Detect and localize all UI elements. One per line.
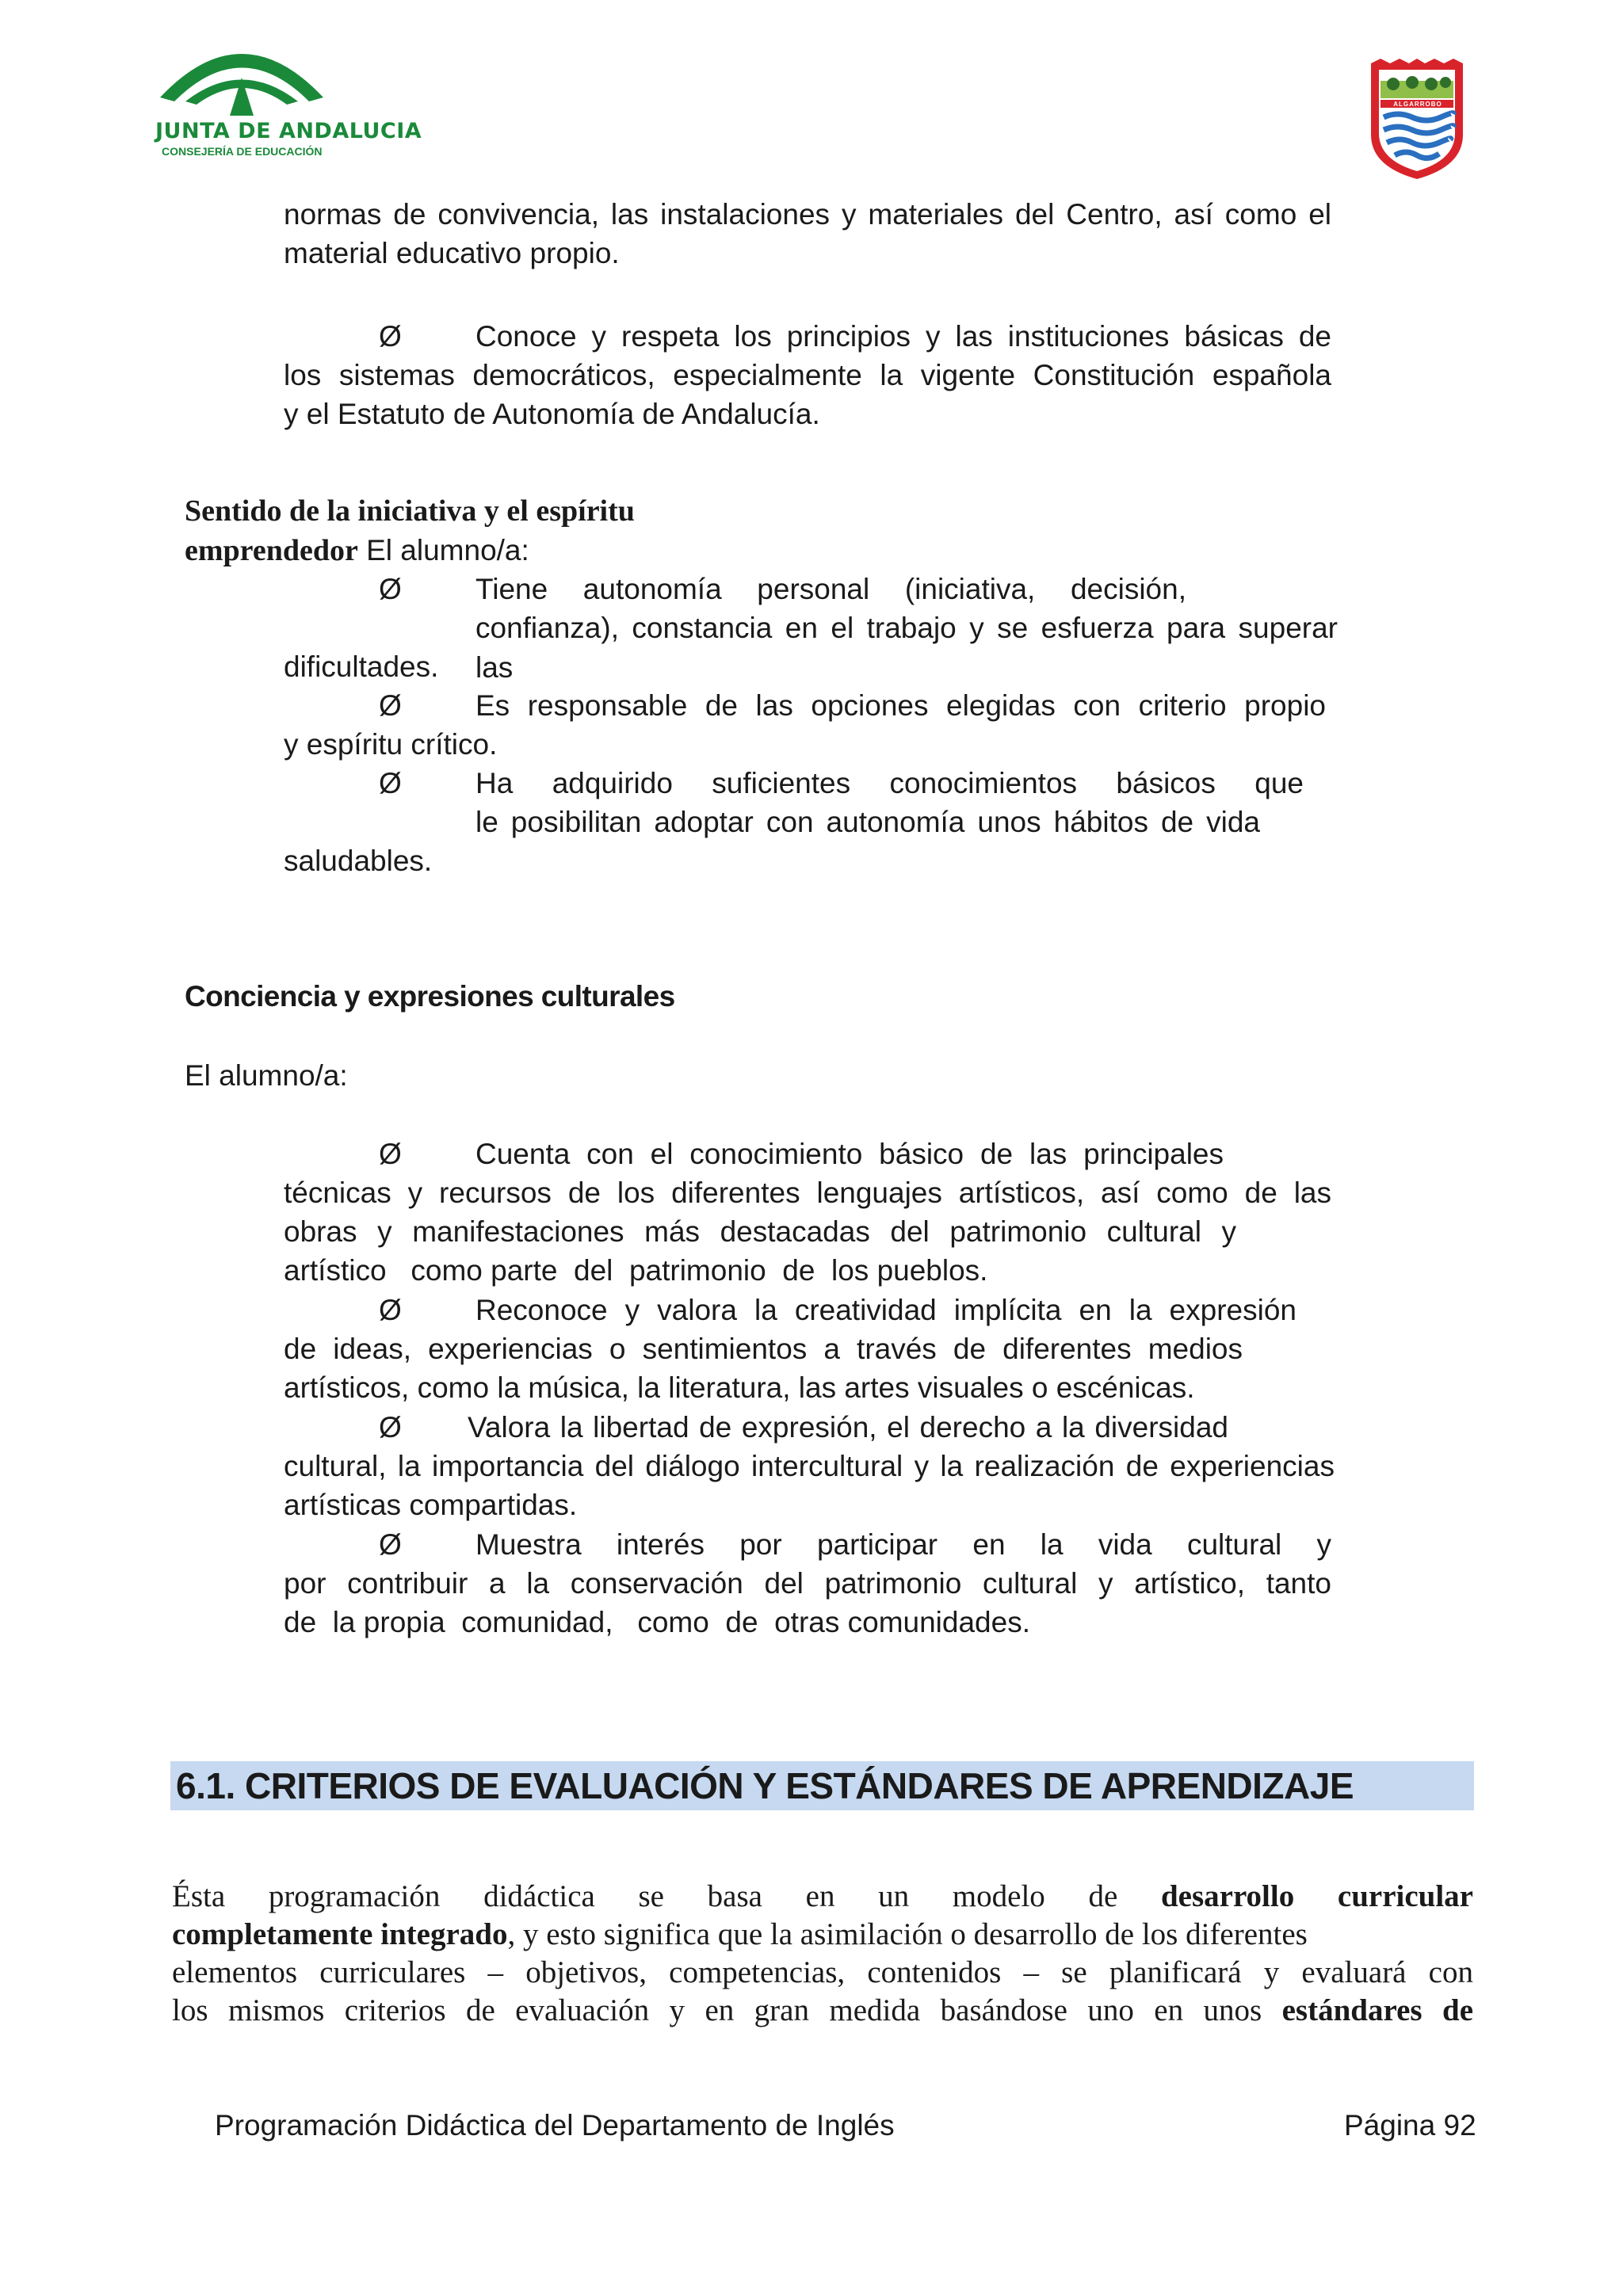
bullet-text-line: Valora la libertad de expresión, el derecho a la diversidad	[468, 1411, 1228, 1444]
body-text: los mismos criterios de evaluación y en gran medida basándose uno en unos	[172, 1993, 1282, 2027]
bullet-text-line: le posibilitan adoptar con autonomía unos hábitos de vida	[475, 806, 1260, 838]
bullet-text-line: confianza), constancia en el trabajo y se esfuerza para superar las	[475, 612, 1338, 684]
body-line	[172, 1916, 1473, 1954]
body-line: elementos curriculares – objetivos, competencias, contenidos – se planificará y evaluará con	[172, 1955, 1473, 1989]
intro-label: El alumno/a:	[185, 1059, 348, 1092]
bullet-marker: Ø	[379, 1138, 402, 1170]
bullet-text-line: Tiene autonomía personal (iniciativa, decisión,	[475, 573, 1186, 605]
bullet-text-line: de la propia comunidad, como de otras comunidades.	[284, 1606, 1030, 1638]
bullet-text-line: Cuenta con el conocimiento básico de las principales	[475, 1138, 1224, 1170]
bullet-marker: Ø	[379, 1411, 402, 1444]
section-subtitle: Sentido de la iniciativa y el espíritu	[185, 494, 635, 528]
bullet-marker: Ø	[379, 573, 402, 605]
section-subtitle-word: emprendedor	[185, 534, 358, 567]
coat-of-arms-banner: ALGARROBO	[1393, 101, 1442, 108]
bullet-text-line: saludables.	[284, 845, 433, 877]
body-bold-text: estándares de	[1281, 1993, 1474, 2027]
school-coat-of-arms	[1366, 55, 1468, 182]
coat-of-arms-icon	[1366, 55, 1468, 182]
body-bold-text: desarrollo curricular	[1160, 1879, 1473, 1913]
section-heading: 6.1. CRITERIOS DE EVALUACIÓN Y ESTÁNDARES DE APRENDIZAJE	[176, 1765, 1354, 1806]
paragraph-line: normas de convivencia, las instalaciones y materiales del Centro, así como el	[284, 198, 1331, 231]
junta-andalucia-name: JUNTA DE ANDALUCIA	[155, 119, 422, 143]
bullet-text-line: los sistemas democráticos, especialmente la vigente Constitución española	[284, 359, 1331, 391]
section-subtitle-line	[185, 531, 529, 571]
bullet-text-line: por contribuir a la conservación del patrimonio cultural y artístico, tanto	[284, 1567, 1331, 1600]
bullet-marker: Ø	[379, 689, 402, 722]
bullet-text-line: y el Estatuto de Autonomía de Andalucía.	[284, 398, 820, 430]
bullet-marker: Ø	[379, 1528, 402, 1561]
bullet-marker: Ø	[379, 767, 402, 799]
bullet-text-line: Muestra interés por participar en la vida cultural y	[475, 1528, 1331, 1561]
bullet-text-line: artísticos, como la música, la literatura, las artes visuales o escénicas.	[284, 1371, 1195, 1404]
bullet-text-line: Es responsable de las opciones elegidas con criterio propio	[475, 689, 1326, 722]
bullet-text-line: Conoce y respeta los principios y las instituciones básicas de	[475, 320, 1331, 353]
bullet-text-line: de ideas, experiencias o sentimientos a través de diferentes medios	[284, 1333, 1243, 1365]
section-subtitle: Conciencia y expresiones culturales	[185, 980, 675, 1013]
bullet-text-line: dificultades.	[284, 650, 439, 683]
consejeria-educacion-label: CONSEJERÍA DE EDUCACIÓN	[162, 145, 323, 158]
intro-label: El alumno/a:	[357, 534, 529, 566]
body-text: , y esto significa que la asimilación o desarrollo de los diferentes	[507, 1917, 1308, 1951]
bullet-text-line: Ha adquirido suficientes conocimientos básicos que	[475, 767, 1304, 799]
bullet-marker: Ø	[379, 320, 402, 353]
body-bold-text: completamente integrado	[172, 1917, 508, 1951]
body-line	[172, 1878, 1473, 1916]
bullet-text-line: técnicas y recursos de los diferentes lenguajes artísticos, así como de las	[284, 1177, 1331, 1209]
bullet-text-line: obras y manifestaciones más destacadas del patrimonio cultural y	[284, 1215, 1236, 1248]
bullet-text-line: y espíritu crítico.	[284, 728, 498, 761]
footer-document-title: Programación Didáctica del Departamento de Inglés	[215, 2109, 895, 2142]
paragraph-line: material educativo propio.	[284, 237, 620, 269]
bullet-marker: Ø	[379, 1294, 402, 1326]
junta-andalucia-logo	[151, 22, 422, 161]
body-text: Ésta programación didáctica se basa en un modelo de	[172, 1879, 1161, 1913]
body-line	[172, 1992, 1473, 2030]
bullet-text-line: Reconoce y valora la creatividad implícita en la expresión	[475, 1294, 1296, 1326]
bullet-text-line: artísticas compartidas.	[284, 1489, 578, 1521]
footer-page-number: Página 92	[1344, 2109, 1476, 2142]
bullet-text-line: cultural, la importancia del diálogo intercultural y la realización de experiencias	[284, 1450, 1335, 1482]
bullet-text-line: artístico como parte del patrimonio de los pueblos.	[284, 1254, 988, 1287]
